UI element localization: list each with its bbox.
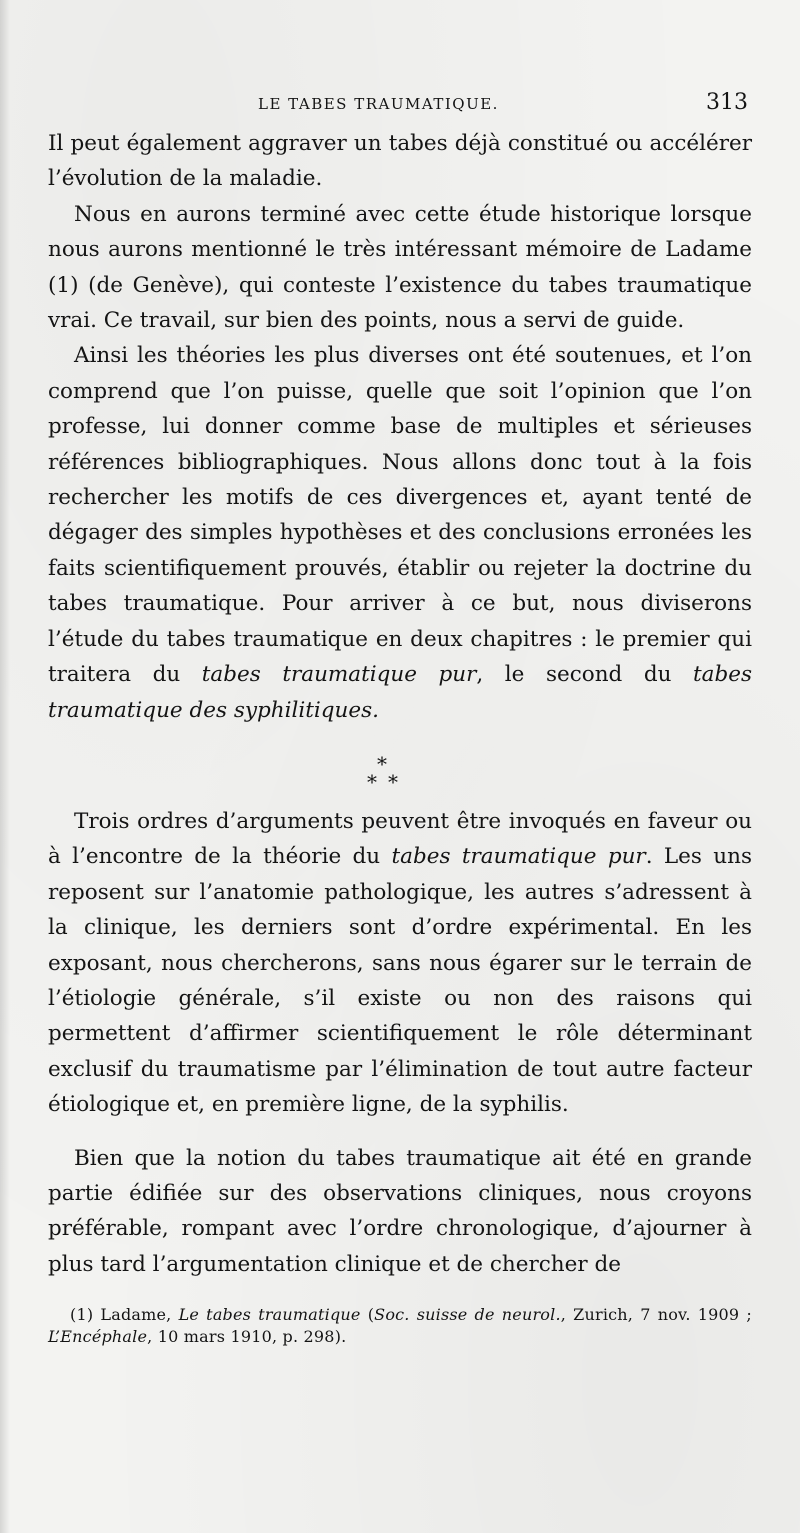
footnote-open: ( xyxy=(360,1305,375,1325)
footnote-marker: (1) Ladame, xyxy=(70,1305,179,1325)
footnote-spacer xyxy=(48,1282,752,1304)
footnote-journal-2: L’Encéphale xyxy=(48,1327,148,1347)
footnote-journal: Soc. suisse de neurol. xyxy=(374,1305,561,1325)
separator-star: * xyxy=(367,769,377,794)
section-separator xyxy=(48,736,752,804)
paragraph-4 xyxy=(48,804,752,1123)
paragraph-4-text: Trois ordres d’arguments peuvent être invoqués en faveur ou à l’encontre de la théorie du xyxy=(48,808,752,870)
paragraph-5: Bien que la notion du tabes traumatique ait été en grande partie édifiée sur des observations cliniques, nous croyons préférable, rompant avec l’ordre chronologique, d’ajourner à plus tard l’argumentation clinique et de chercher de xyxy=(48,1145,752,1277)
paragraph-3-italic-2: tabes traumatique des syphilitiques. xyxy=(48,662,752,723)
paragraph-3-text-2: , le second du xyxy=(476,662,694,688)
running-head xyxy=(48,90,752,126)
running-title: LE TABES TRAUMATIQUE. xyxy=(258,95,499,113)
footnote xyxy=(48,1304,752,1348)
footnote-place-date: , Zurich, 7 nov. 1909 ; xyxy=(560,1305,752,1325)
page-number: 313 xyxy=(706,90,748,115)
paragraph-2: Nous en aurons terminé avec cette étude historique lorsque nous aurons mentionné le très intéressant mémoire de Ladame (1) (de Genève), qui conteste l’existence du tabes traumatique vrai. Ce travail, sur bien des points, nous a servi de guide. xyxy=(48,201,752,334)
paragraph-3 xyxy=(48,338,752,727)
body-text xyxy=(48,126,752,1282)
separator-star: * xyxy=(388,769,398,794)
separator-star: * xyxy=(377,751,387,776)
paragraph-3-text: Ainsi les théories les plus diverses ont été soutenues, et l’on comprend que l’on puisse, quelle que soit l’opinion que l’on professe, lui donner comme base de multiples et sérieuses références bibliographiques. Nous allons donc tout à la fois rechercher les motifs de ces divergences et, ayant tenté de dégager des simples hypothèses et des conclusions erronées les faits scientifiquement prouvés, établir ou rejeter la doctrine du tabes traumatique. Pour arriver à ce but, nous diviserons l’étude du tabes traumatique en deux chapitres : le premier qui traitera du xyxy=(48,343,752,688)
footnote-rest: , 10 mars 1910, p. 298). xyxy=(147,1327,347,1347)
paragraph-1: Il peut également aggraver un tabes déjà constitué ou accélérer l’évolution de la maladie. xyxy=(48,131,752,192)
paragraph-4-italic: tabes traumatique pur xyxy=(391,844,646,870)
paragraph-4-text-2: . Les uns reposent sur l’anatomie pathologique, les autres s’adressent à la clinique, les derniers sont d’ordre expérimental. En les exposant, nous chercherons, sans nous égarer sur le terrain de l’étiologie générale, s’il existe ou non des raisons qui permettent d’affirmer scientifiquement le rôle déterminant exclusif du traumatisme par l’élimination de tout autre facteur étiologique et, en première ligne, de la syphilis. xyxy=(48,844,752,1118)
footnote-title: Le tabes traumatique xyxy=(178,1305,361,1325)
paragraph-3-italic-1: tabes traumatique pur xyxy=(201,662,477,688)
